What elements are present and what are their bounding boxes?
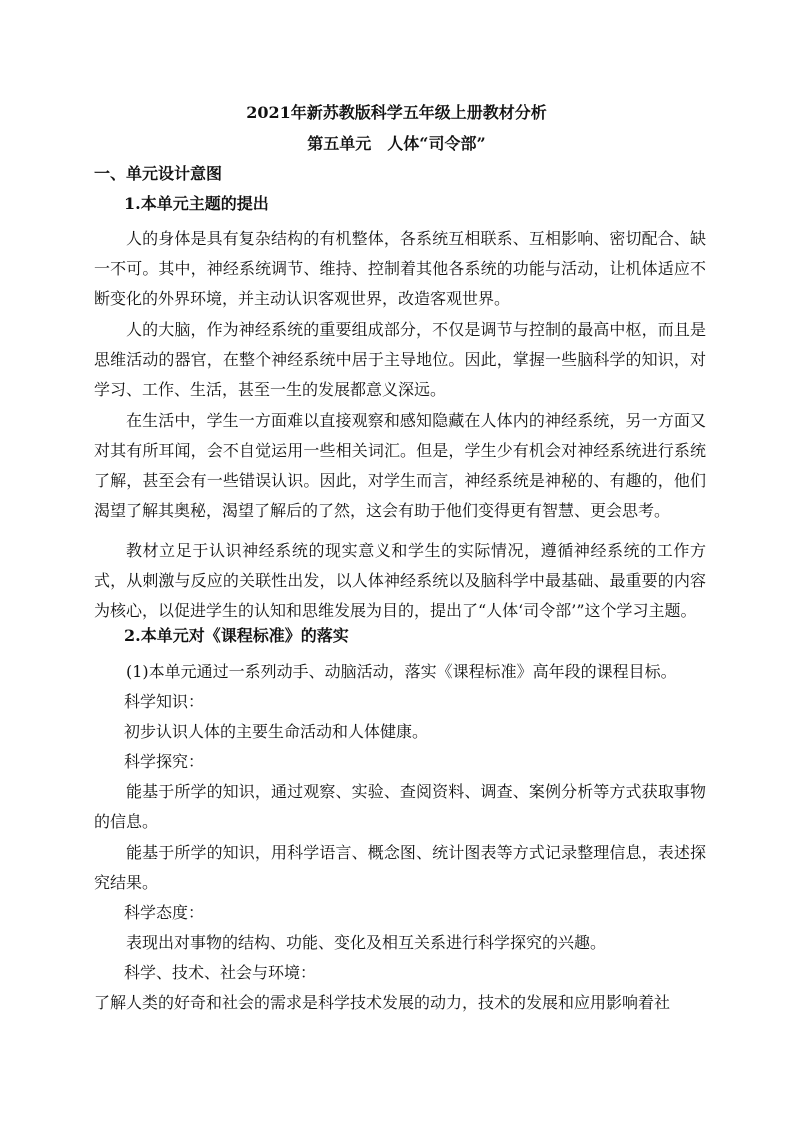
paragraph: 在生活中，学生一方面难以直接观察和感知隐藏在人体内的神经系统，另一方面又对其有所耳闻，会不自觉运用一些相关词汇。但是，学生少有机会对神经系统进行系统了解，甚至会有一些错误认识。因此，对学生而言，神经系统是神秘的、有趣的，他们渴望了解其奥秘，渴望了解后的了然，这会有助于他们变得更有智慧、更会思考。 bbox=[94, 411, 706, 520]
document-title: 2021年新苏教版科学五年级上册教材分析 bbox=[246, 103, 547, 122]
section-heading-design-intent: 一、单元设计意图 bbox=[94, 164, 223, 183]
knowledge-label: 科学知识： bbox=[124, 692, 205, 711]
attitude-text: 表现出对事物的结构、功能、变化及相互关系进行科学探究的兴趣。 bbox=[126, 933, 607, 952]
stse-label: 科学、技术、社会与环境： bbox=[124, 963, 317, 982]
document-subtitle: 第五单元 人体“司令部” bbox=[307, 134, 486, 153]
inquiry-text: 能基于所学的知识，通过观察、实验、查阅资料、调查、案例分析等方式获取事物的信息。 bbox=[94, 782, 706, 831]
subsection-heading-curriculum: 2.本单元对《课程标准》的落实 bbox=[124, 626, 349, 645]
attitude-label: 科学态度： bbox=[124, 903, 205, 922]
paragraph: (1)本单元通过一系列动手、动脑活动，落实《课程标准》高年段的课程目标。 bbox=[126, 662, 677, 681]
inquiry-label: 科学探究： bbox=[124, 752, 205, 771]
paragraph: 人的身体是具有复杂结构的有机整体，各系统互相联系、互相影响、密切配合、缺一不可。其中，神经系统调节、维持、控制着其他各系统的功能与活动，让机体适应不断变化的外界环境，并主动认识客观世界，改造客观世界。 bbox=[94, 229, 706, 308]
paragraph: 教材立足于认识神经系统的现实意义和学生的实际情况，遵循神经系统的工作方式，从刺激与反应的关联性出发，以人体神经系统以及脑科学中最基础、最重要的内容为核心，以促进学生的认知和思维发展为目的，提出了“人体‘司令部’”这个学习主题。 bbox=[94, 541, 706, 620]
paragraph: 人的大脑，作为神经系统的重要组成部分，不仅是调节与控制的最高中枢，而且是思维活动的器官，在整个神经系统中居于主导地位。因此，掌握一些脑科学的知识，对学习、工作、生活，甚至一生的发展都意义深远。 bbox=[94, 320, 706, 399]
stse-text: 了解人类的好奇和社会的需求是科学技术发展的动力，技术的发展和应用影响着社 bbox=[94, 993, 671, 1012]
inquiry-text: 能基于所学的知识，用科学语言、概念图、统计图表等方式记录整理信息，表述探究结果。 bbox=[94, 843, 706, 892]
subsection-heading-theme: 1.本单元主题的提出 bbox=[124, 194, 269, 213]
knowledge-text: 初步认识人体的主要生命活动和人体健康。 bbox=[124, 722, 429, 741]
